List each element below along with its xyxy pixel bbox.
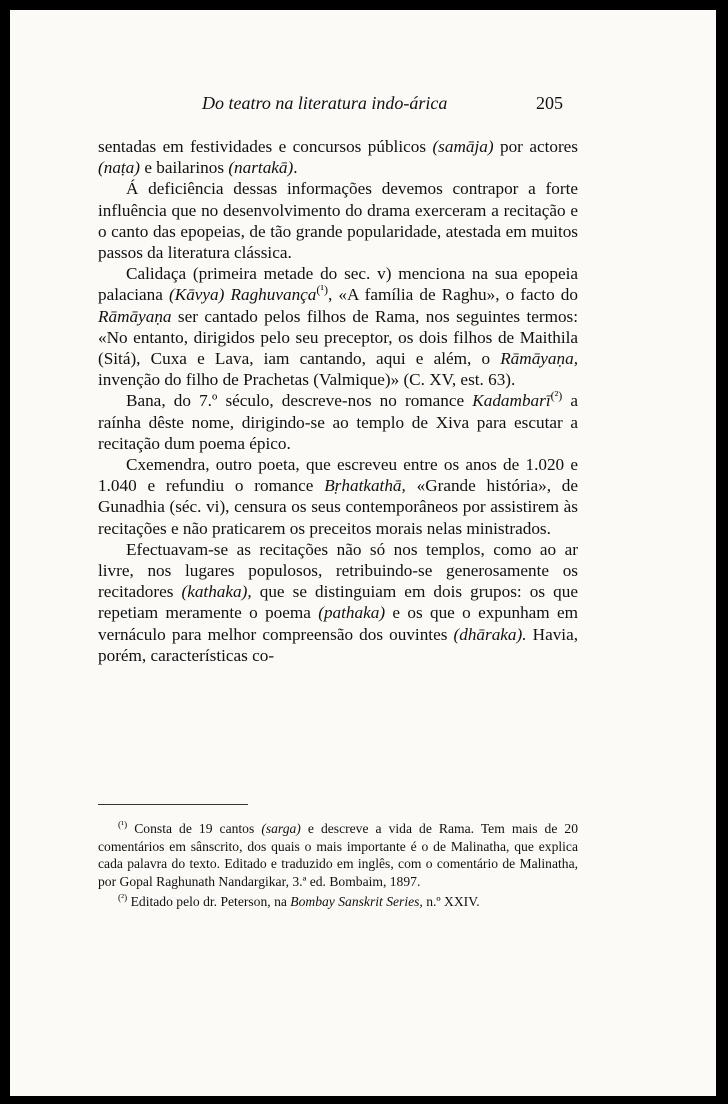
text-run: que se distinguiam em dois grupos: os que repetiam meramente o poema	[98, 582, 578, 623]
text-run: Havia, porém, características co-	[98, 624, 578, 665]
footnote	[98, 893, 578, 911]
text-run: e descreve a vida de Rama. Tem mais de 20 comentários em sânscrito, dos quais o mais importante é o de Malinatha, que explica cada palavra do texto. Editado e traduzido em inglês, com o comentário de Malinatha, por Gopal Raghunath Nandargikar, 3.ª ed. Bombaim, 1897.	[98, 821, 578, 889]
text-run: Bana, do 7.º século, descreve-nos no romance	[126, 391, 473, 411]
text-run: .	[293, 158, 298, 178]
text-run: Cxemendra, outro poeta, que escreveu entre os anos de 1.020 e 1.040 e refundiu o romance	[98, 455, 578, 496]
italic-term: Rāmāyaṇa	[98, 306, 172, 326]
paragraph	[98, 178, 578, 263]
text-run: e bailarinos	[140, 158, 229, 178]
footnote-marker: (²)	[118, 893, 128, 904]
italic-term: (sarga)	[261, 821, 301, 836]
footnote-marker: (¹)	[118, 820, 128, 831]
italic-term: Bombay Sanskrit Series,	[290, 894, 423, 910]
book-page	[10, 10, 716, 1096]
italic-term: Bṛhatkathā,	[324, 476, 406, 496]
footnotes	[98, 820, 578, 914]
italic-term: (dhāraka).	[453, 624, 527, 644]
italic-term: (kathaka),	[181, 582, 252, 602]
paragraph	[98, 136, 578, 178]
text-run: , «A família de Raghu», o facto do	[328, 285, 578, 305]
italic-term: (nartakā)	[228, 158, 294, 178]
italic-term: Rāmāyaṇa,	[500, 349, 578, 369]
text-run: por actores	[493, 137, 578, 156]
italic-term: (pathaka)	[318, 603, 386, 623]
italic-term: Kadambarī	[472, 391, 551, 411]
text-run: «Grande história», de Gunadhia (séc. vi), censura os seus contemporâneos por assistirem às recitações e não praticarem os preceitos morais nelas ministrados.	[98, 476, 579, 538]
italic-term: (naṭa)	[98, 158, 141, 178]
text-run: Á deficiência dessas informações devemos contrapor a forte influência que no desenvolvimento do drama exerceram a recitação e o canto das epopeias, de tão grande popularidade, atestada em muitos passos da literatura clássica.	[98, 179, 578, 263]
paragraph	[98, 263, 578, 390]
italic-term: (samāja)	[432, 137, 494, 156]
text-run: e os que o expunham em vernáculo para melhor compreensão dos ouvintes	[98, 603, 578, 644]
footnote-marker: (²)	[550, 388, 563, 403]
body-text	[98, 136, 578, 666]
paragraph	[98, 454, 578, 539]
text-run: Calidaça (primeira metade do sec. v) menciona na sua epopeia palaciana	[98, 264, 578, 305]
text-run: invenção do filho de Prachetas (Valmique)» (C. XV, est. 63).	[98, 370, 516, 390]
text-run: sentadas em festividades e concursos públicos	[98, 137, 433, 156]
paragraph	[98, 390, 578, 454]
text-run: Consta de 19 cantos	[127, 821, 262, 836]
text-run: Editado pelo dr. Peterson, na	[127, 894, 291, 910]
italic-term: (Kāvya) Raghuvança	[169, 285, 317, 305]
footnote-marker: (¹)	[316, 282, 329, 297]
running-title: Do teatro na literatura indo-árica	[202, 93, 448, 113]
text-run: n.º XXIV.	[422, 894, 480, 910]
page-header	[10, 93, 716, 119]
text-run: ser cantado pelos filhos de Rama, nos seguintes termos: «No entanto, dirigidos pelo seu preceptor, os dois filhos de Maithila (Sitá), Cuxa e Lava, iam cantando, aqui e além, o	[98, 306, 578, 369]
text-run: a raínha dêste nome, dirigindo-se ao templo de Xiva para escutar a recitação dum poema épico.	[98, 391, 578, 453]
footnote	[98, 820, 578, 890]
page-number: 205	[536, 93, 563, 113]
paragraph	[98, 539, 578, 666]
footnote-divider	[98, 804, 248, 805]
text-run: Efectuavam-se as recitações não só nos templos, como ao ar livre, nos lugares populosos, retribuindo-se generosamente os recitadores	[98, 539, 578, 602]
